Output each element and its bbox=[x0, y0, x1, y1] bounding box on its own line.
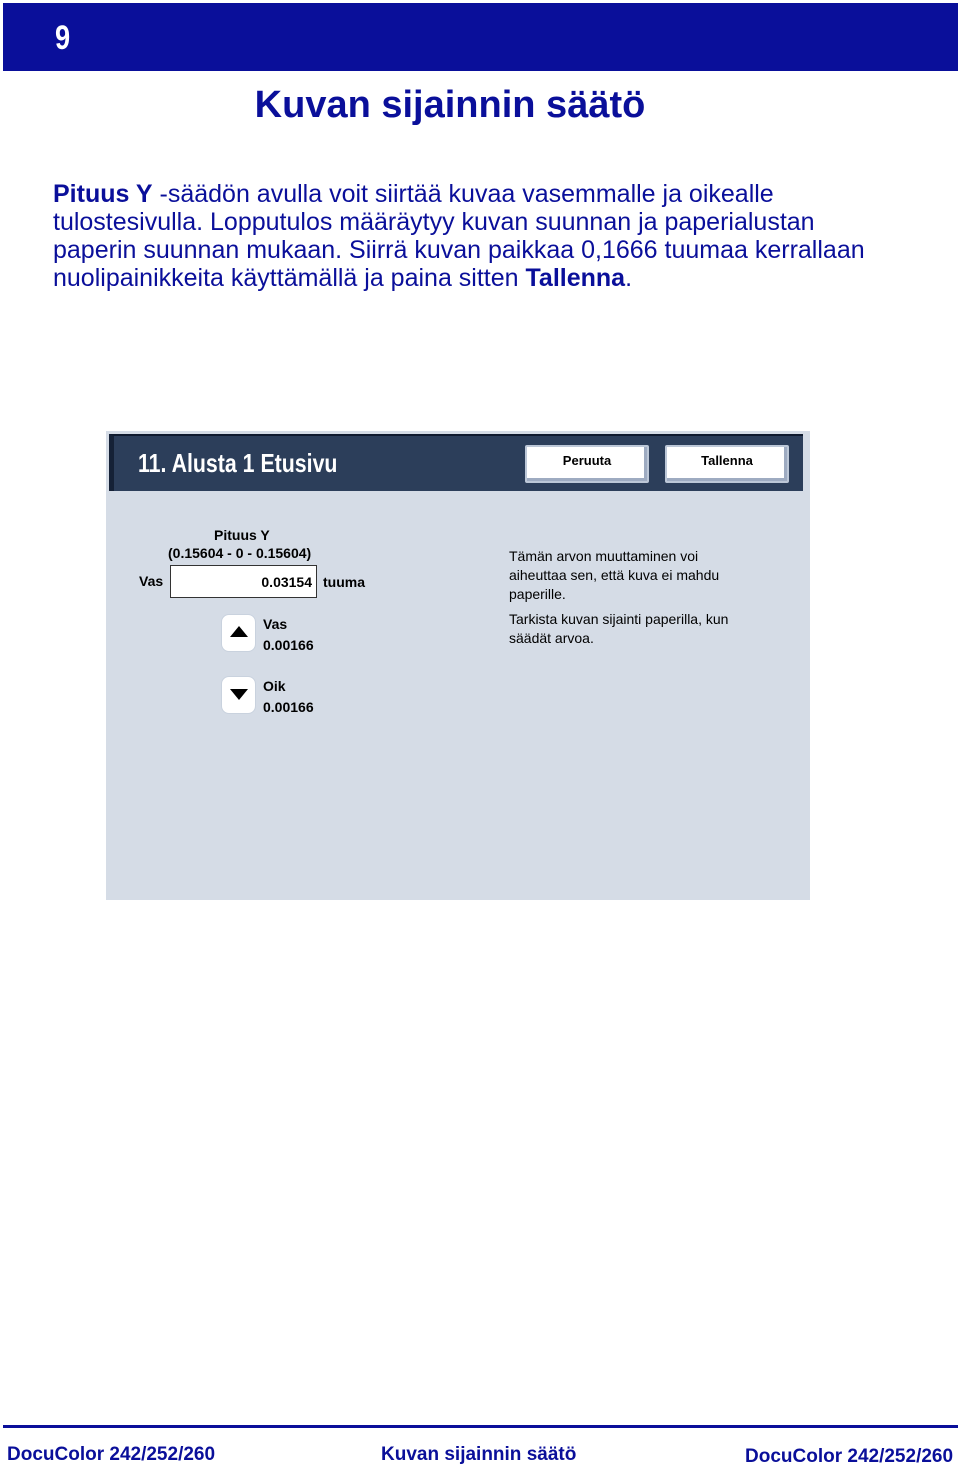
side-label: Vas bbox=[139, 573, 164, 589]
down-label: Oik bbox=[263, 678, 286, 694]
screen-header bbox=[109, 434, 803, 491]
footer-left: DocuColor 242/252/260 bbox=[7, 1444, 216, 1465]
range-label: (0.15604 - 0 - 0.15604) bbox=[168, 545, 312, 561]
warning-note: Tämän arvon muuttaminen voi aiheuttaa sen, että kuva ei mahdu paperille. bbox=[509, 548, 720, 602]
footer-rule bbox=[3, 1425, 958, 1428]
cancel-button[interactable]: Peruuta bbox=[525, 445, 649, 483]
arrow-up-icon bbox=[230, 626, 248, 638]
down-arrow-button[interactable] bbox=[221, 676, 256, 714]
up-step: 0.00166 bbox=[263, 637, 314, 653]
value-text: 0.03154 bbox=[261, 574, 312, 590]
footer-right: DocuColor 242/252/260 bbox=[745, 1446, 954, 1467]
device-screen bbox=[106, 431, 810, 900]
save-button[interactable]: Tallenna bbox=[665, 445, 789, 483]
arrow-down-icon bbox=[230, 688, 248, 700]
field-title: Pituus Y bbox=[214, 527, 270, 543]
footer-center: Kuvan sijainnin säätö bbox=[381, 1444, 577, 1465]
intro-paragraph bbox=[53, 180, 893, 292]
intro-term-tallenna: Tallenna bbox=[525, 264, 626, 292]
intro-text-1: -säädön avulla voit siirtää kuvaa vasemmalle ja oikealle tulostesivulla. Lopputulos määräytyy kuvan suunnan ja paperialustan paperin suunnan mukaan. Siirrä kuvan paikkaa 0,1666 tuumaa kerrallaan nuolipainikkeita käyttämällä ja paina sitten bbox=[53, 180, 865, 292]
chapter-number: 9 bbox=[55, 19, 71, 57]
intro-term-pituus: Pituus Y bbox=[53, 180, 153, 208]
up-arrow-button[interactable] bbox=[221, 614, 256, 652]
up-label: Vas bbox=[263, 616, 288, 632]
chapter-header-bar bbox=[3, 3, 958, 71]
value-field[interactable] bbox=[170, 565, 317, 598]
intro-text-2: . bbox=[625, 264, 633, 292]
page-title: Kuvan sijainnin säätö bbox=[254, 84, 646, 126]
check-note: Tarkista kuvan sijainti paperilla, kun säädät arvoa. bbox=[509, 611, 729, 646]
down-step: 0.00166 bbox=[263, 699, 314, 715]
unit-label: tuuma bbox=[323, 574, 365, 590]
screen-title: 11. Alusta 1 Etusivu bbox=[138, 448, 338, 478]
